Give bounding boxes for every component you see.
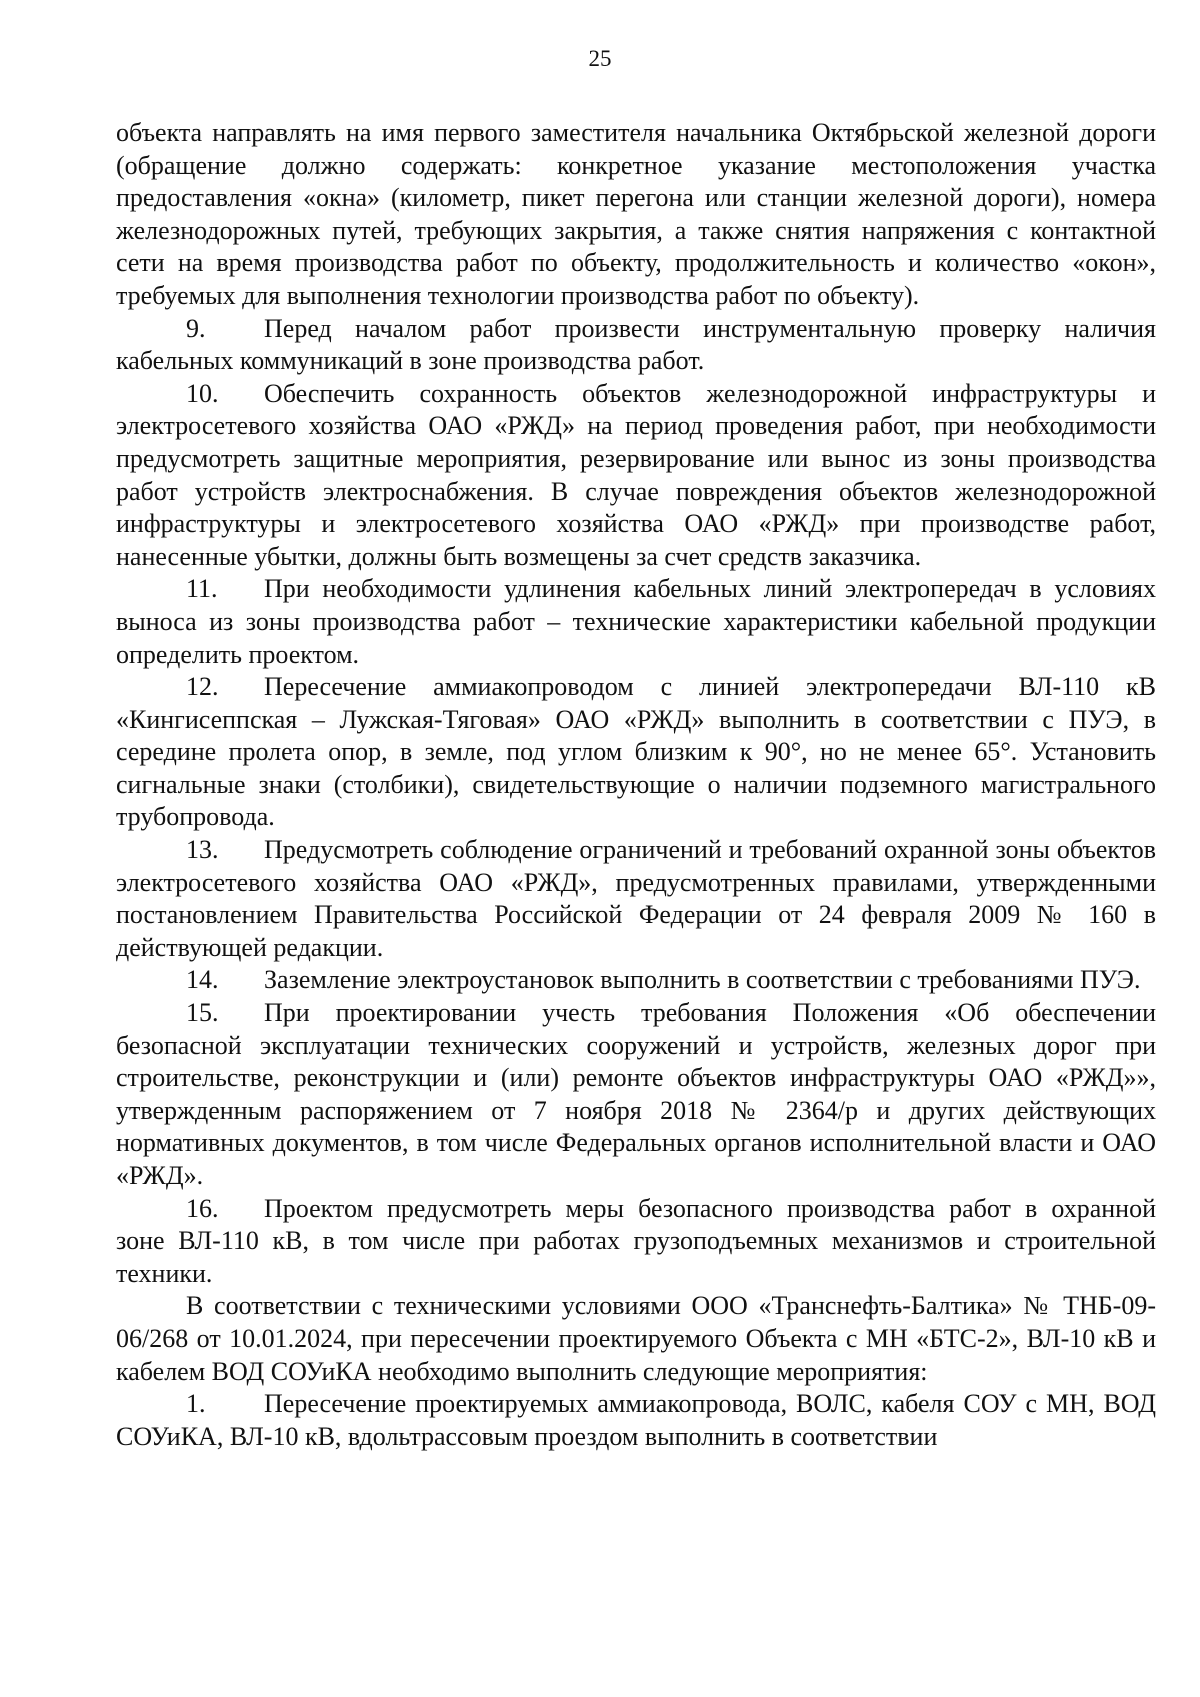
list-item-number: 15. <box>186 998 219 1028</box>
list-item-9 <box>116 313 1156 378</box>
list-item-text: Перед началом работ произвести инструментальную проверку наличия кабельных коммуникаций в зоне производства работ. <box>116 313 1156 376</box>
list-item-text: Предусмотреть соблюдение ограничений и требований охранной зоны объектов электросетевого хозяйства ОАО «РЖД», предусмотренных правилами, утвержденными постановлением Правительства Российской Федерации от 24 февраля 2009 № 160 в действующей редакции. <box>116 835 1156 962</box>
intro-paragraph: объекта направлять на имя первого заместителя начальника Октябрьской железной дороги (обращение должно содержать: конкретное указание местоположения участка предоставления «окна» (километр, пикет перегона или станции железной дороги), номера железнодорожных путей, требующих закрытия, а также снятия напряжения с контактной сети на время производства работ по объекту, продолжительность и количество «окон», требуемых для выполнения технологии производства работ по объекту). <box>116 118 1156 310</box>
list-item-11 <box>116 573 1156 671</box>
list-item-number: 1. <box>186 1389 206 1419</box>
list-item-text: Проектом предусмотреть меры безопасного производства работ в охранной зоне ВЛ-110 кВ, в том числе при работах грузоподъемных механизмов и строительной техники. <box>116 1193 1156 1288</box>
list-item-number: 13. <box>186 835 219 865</box>
list-item-13 <box>116 834 1156 964</box>
list-item-text: Заземление электроустановок выполнить в соответствии с требованиями ПУЭ. <box>264 965 1141 995</box>
list-item-text: При необходимости удлинения кабельных линий электропередач в условиях выноса из зоны производства работ – технические характеристики кабельной продукции определить проектом. <box>116 574 1156 669</box>
list-item-10 <box>116 378 1156 574</box>
list-item-15 <box>116 997 1156 1193</box>
list-item-14 <box>116 964 1156 997</box>
list-item-number: 12. <box>186 672 219 702</box>
list-item-number: 10. <box>186 378 219 408</box>
transneft-paragraph: В соответствии с техническими условиями ООО «Транснефть-Балтика» № ТНБ-09-06/268 от 10.01.2024, при пересечении проектируемого Объекта с МН «БТС-2», ВЛ-10 кВ и кабелем ВОД СОУиКА необходимо выполнить следующие мероприятия: <box>116 1291 1156 1386</box>
list-item-text: При проектировании учесть требования Положения «Об обеспечении безопасной эксплуатации технических сооружений и устройств, железных дорог при строительстве, реконструкции и (или) ремонте объектов инфраструктуры ОАО «РЖД»», утвержденным распоряжением от 7 ноября 2018 № 2364/р и других действующих нормативных документов, в том числе Федеральных органов исполнительной власти и ОАО «РЖД». <box>116 998 1156 1190</box>
list-item-number: 11. <box>186 574 218 604</box>
page-number: 25 <box>588 46 612 71</box>
list-item-number: 9. <box>186 313 206 343</box>
list-item-text: Пересечение проектируемых аммиакопровода, ВОЛС, кабеля СОУ с МН, ВОД СОУиКА, ВЛ-10 кВ, вдольтрассовым проездом выполнить в соответствии <box>116 1389 1156 1451</box>
list-item-text: Пересечение аммиакопроводом с линией электропередачи ВЛ-110 кВ «Кингисеппская – Лужская-Тяговая» ОАО «РЖД» выполнить в соответствии с ПУЭ, в середине пролета опор, в земле, под углом близким к 90°, но не менее 65°. Установить сигнальные знаки (столбики), свидетельствующие о наличии подземного магистрального трубопровода. <box>116 672 1156 832</box>
document-body <box>116 117 1156 1453</box>
list-item-number: 14. <box>186 965 219 995</box>
list-item-16 <box>116 1193 1156 1291</box>
list-item-12 <box>116 671 1156 834</box>
list-item-text: Обеспечить сохранность объектов железнодорожной инфраструктуры и электросетевого хозяйства ОАО «РЖД» на период проведения работ, при необходимости предусмотреть защитные мероприятия, резервирование или вынос из зоны производства работ устройств электроснабжения. В случае повреждения объектов железнодорожной инфраструктуры и электросетевого хозяйства ОАО «РЖД» при производстве работ, нанесенные убытки, должны быть возмещены за счет средств заказчика. <box>116 378 1156 571</box>
list-item-number: 16. <box>186 1193 219 1223</box>
transneft-list-item-1 <box>116 1388 1156 1453</box>
